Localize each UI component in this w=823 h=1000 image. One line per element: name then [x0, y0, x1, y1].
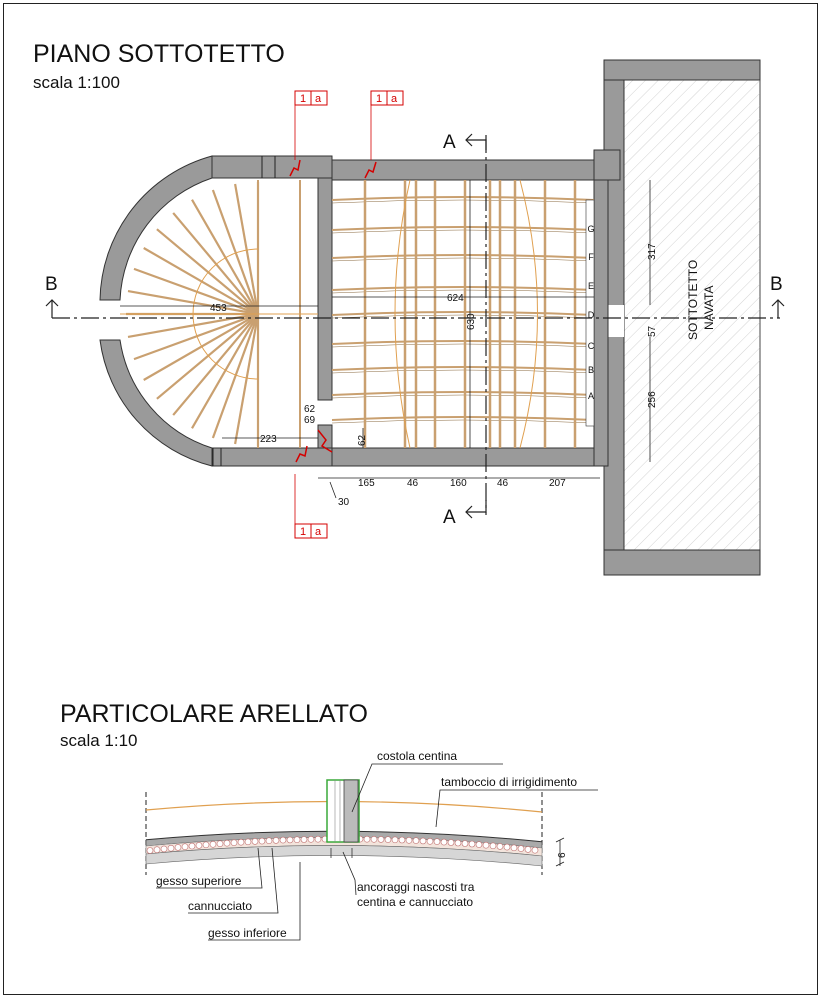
- reed: [252, 838, 258, 844]
- reed: [147, 848, 153, 854]
- reed: [168, 845, 174, 851]
- bay-letter-d: D: [587, 310, 595, 320]
- reed: [301, 837, 307, 843]
- reed: [385, 837, 391, 843]
- detail-tag-2-letter: a: [391, 93, 398, 105]
- reed: [224, 840, 230, 846]
- dim-62-b: 62: [357, 434, 368, 446]
- reed: [476, 842, 482, 848]
- reed: [399, 837, 405, 843]
- dim-317: 317: [647, 243, 658, 260]
- dim-453: 453: [210, 303, 227, 314]
- reed: [448, 840, 454, 846]
- bay-letter-c: C: [587, 341, 595, 351]
- detail-title: PARTICOLARE ARELLATO: [60, 700, 368, 728]
- detail-tag-1-num: 1: [300, 93, 307, 105]
- reed: [245, 839, 251, 845]
- section-b-right-label: B: [770, 274, 783, 295]
- detail-scale: scala 1:10: [60, 731, 138, 750]
- dim-57: 57: [647, 325, 658, 337]
- reed: [294, 837, 300, 843]
- reed: [259, 838, 265, 844]
- bay-letter-g: G: [587, 224, 595, 234]
- label-tamboccio: tamboccio di irrigidimento: [441, 775, 578, 789]
- label-cannucciato: cannucciato: [188, 899, 253, 913]
- dim-624: 624: [447, 293, 464, 304]
- dim-46-a: 46: [407, 478, 419, 489]
- reed: [455, 840, 461, 846]
- reed: [392, 837, 398, 843]
- reed: [273, 837, 279, 843]
- dim-160: 160: [450, 478, 467, 489]
- dim-69: 69: [304, 415, 316, 426]
- detail-tag-2-num: 1: [376, 93, 383, 105]
- reed: [315, 836, 321, 842]
- detail-tag-3-letter: a: [315, 526, 322, 538]
- reed: [532, 847, 538, 853]
- reed: [511, 845, 517, 851]
- section-a-bottom-label: A: [443, 507, 456, 528]
- label-ancoraggi-2: centina e cannucciato: [357, 895, 474, 909]
- dim-207: 207: [549, 478, 566, 489]
- reed: [364, 836, 370, 842]
- reed: [175, 844, 181, 850]
- reed: [490, 843, 496, 849]
- room-timber-grid: [332, 180, 594, 448]
- dim-62-a: 62: [304, 404, 316, 415]
- reed: [287, 837, 293, 843]
- reed: [406, 837, 412, 843]
- reed: [441, 839, 447, 845]
- reed: [189, 843, 195, 849]
- reed: [469, 841, 475, 847]
- reed: [413, 838, 419, 844]
- reed: [427, 838, 433, 844]
- plan-scale: scala 1:100: [33, 73, 120, 92]
- reed: [497, 843, 503, 849]
- bay-letter-e: E: [587, 281, 595, 291]
- room-label-1: SOTTOTETTO: [686, 259, 700, 340]
- dim-223: 223: [260, 434, 277, 445]
- label-gesso-superiore: gesso superiore: [156, 874, 242, 888]
- dim-165: 165: [358, 478, 375, 489]
- reed: [182, 844, 188, 850]
- dim-30: 30: [338, 497, 350, 508]
- reed: [196, 842, 202, 848]
- reed: [434, 839, 440, 845]
- arellato-section: [146, 780, 564, 875]
- bay-letter-b: B: [587, 365, 595, 375]
- bay-letter-f: F: [588, 252, 594, 262]
- reed: [280, 837, 286, 843]
- reed: [525, 846, 531, 852]
- reed: [462, 841, 468, 847]
- label-ancoraggi-1: ancoraggi nascosti tra: [357, 880, 475, 894]
- reed: [504, 844, 510, 850]
- reed: [210, 841, 216, 847]
- plan-title: PIANO SOTTOTETTO: [33, 40, 285, 68]
- reed: [371, 836, 377, 842]
- section-a-top-label: A: [443, 132, 456, 153]
- dim-256: 256: [647, 391, 658, 408]
- dim-46-b: 46: [497, 478, 509, 489]
- dim-630: 630: [466, 313, 477, 330]
- bay-letter-a: A: [587, 391, 595, 401]
- thickness-dim: 6: [557, 852, 568, 858]
- reed: [203, 842, 209, 848]
- reed: [308, 836, 314, 842]
- section-b-left-label: B: [45, 274, 58, 295]
- label-costola-centina: costola centina: [377, 749, 458, 763]
- detail-tag-3-num: 1: [300, 526, 307, 538]
- reed: [238, 839, 244, 845]
- reed: [231, 840, 237, 846]
- reed: [217, 841, 223, 847]
- reed: [161, 846, 167, 852]
- reed: [154, 847, 160, 853]
- detail-tag-1-letter: a: [315, 93, 322, 105]
- reed: [378, 836, 384, 842]
- reed: [518, 846, 524, 852]
- reed: [266, 838, 272, 844]
- label-gesso-inferiore: gesso inferiore: [208, 926, 287, 940]
- reed: [483, 842, 489, 848]
- room-label-2: NAVATA: [702, 285, 716, 330]
- reed: [420, 838, 426, 844]
